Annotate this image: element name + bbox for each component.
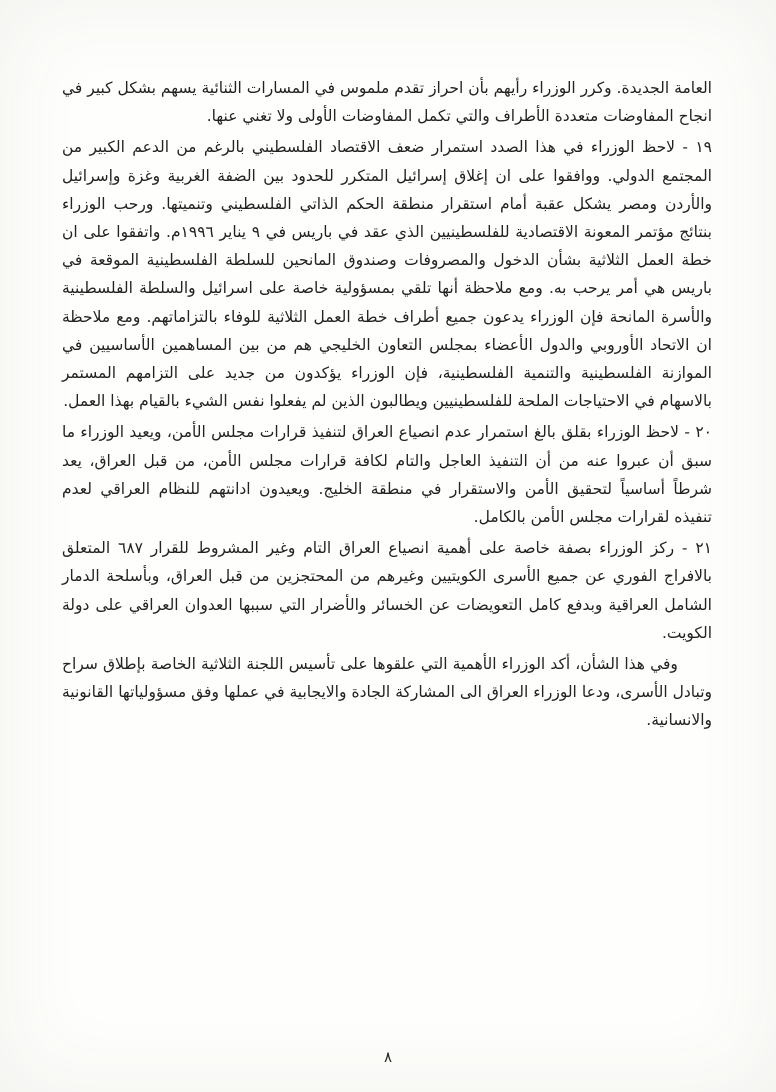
paragraph-20-text: لاحظ الوزراء بقلق بالغ استمرار عدم انصياع العراق لتنفيذ قرارات مجلس الأمن، ويعيد الوزراء ما سبق أن عبروا عنه من أن التنفيذ العاجل والتام لكافة قرارات مجلس الأمن، من قبل العراق، يعد شرطاً أساسياً لتحقيق الأمن والاستقرار في منطقة الخليج. ويعيدون ادانتهم للنظام العراقي لعدم تنفيذه لقرارات مجلس الأمن بالكامل.: [62, 423, 712, 527]
paragraph-19-text: لاحظ الوزراء في هذا الصدد استمرار ضعف الاقتصاد الفلسطيني بالرغم من الدعم الكبير من المجتمع الدولي. ووافقوا على ان إغلاق إسرائيل المتكرر للحدود بين الضفة الغربية وغزة وإسرائيل والأردن ومصر يشكل عقبة أمام استقرار منطقة الحكم الذاتي الفلسطيني وتنميتها. ورحب الوزراء بنتائج مؤتمر المعونة الاقتصادية للفلسطينيين الذي عقد في باريس في ٩ يناير ١٩٩٦م. واتفقوا على ان خطة العمل الثلاثية بشأن الدخول والمصروفات وصندوق المانحين للسلطة الفلسطينية الموقعة في باريس هي أمر يرحب به. ومع ملاحظة أنها تلقي بمسؤولية خاصة على اسرائيل والسلطة الفلسطينية والأسرة المانحة فإن الوزراء يدعون جميع أطراف خطة العمل الثلاثية للوفاء بالتزاماتهم. ومع ملاحظة ان الاتحاد الأوروبي والدول الأعضاء بمجلس التعاون الخليجي هم من بين المساهمين الأساسيين في الموازنة الفلسطينية والتنمية الفلسطينية، فإن الوزراء يؤكدون من جديد على التزامهم المستمر بالاسهام في الاحتياجات الملحة للفلسطينيين ويطالبون الذين لم يفعلوا نفس الشيء بالقيام بهذا العمل.: [62, 138, 713, 411]
paragraph-closing-text: وفي هذا الشأن، أكد الوزراء الأهمية التي علقوها على تأسيس اللجنة الثلاثية الخاصة بإطلاق سراح وتبادل الأسرى، ودعا الوزراء العراق الى المشاركة الجادة والايجابية في عملها وفق مسؤولياتها القانونية والانسانية.: [62, 655, 712, 730]
page-number: ٨: [383, 1048, 393, 1066]
paragraph-20-number: ٢٠ -: [684, 423, 712, 442]
paragraph-closing: [62, 650, 712, 735]
paragraph-19-number: ١٩ -: [682, 138, 712, 157]
paragraph-21-text: ركز الوزراء بصفة خاصة على أهمية انصياع العراق التام وغير المشروط للقرار ٦٨٧ المتعلق بالافراج الفوري عن جميع الأسرى الكويتيين وغيرهم من المحتجزين من قبل العراق، وبأسلحة الدمار الشامل العراقية وبدفع كامل التعويضات عن الخسائر والأضرار التي سببها العدوان العراقي على دولة الكويت.: [62, 539, 712, 642]
paragraph-19: [62, 133, 712, 415]
document-body: [62, 74, 712, 738]
paragraph-continuation: [62, 74, 712, 130]
paragraph-21: [62, 534, 712, 647]
paragraph-21-number: ٢١ -: [681, 539, 712, 558]
paragraph-continuation-text: العامة الجديدة. وكرر الوزراء رأيهم بأن احراز تقدم ملموس في المسارات الثنائية يسهم بشكل كبير في انجاح المفاوضات متعددة الأطراف والتي تكمل المفاوضات الأولى ولا تغني عنها.: [62, 79, 712, 126]
paragraph-20: [62, 418, 712, 531]
